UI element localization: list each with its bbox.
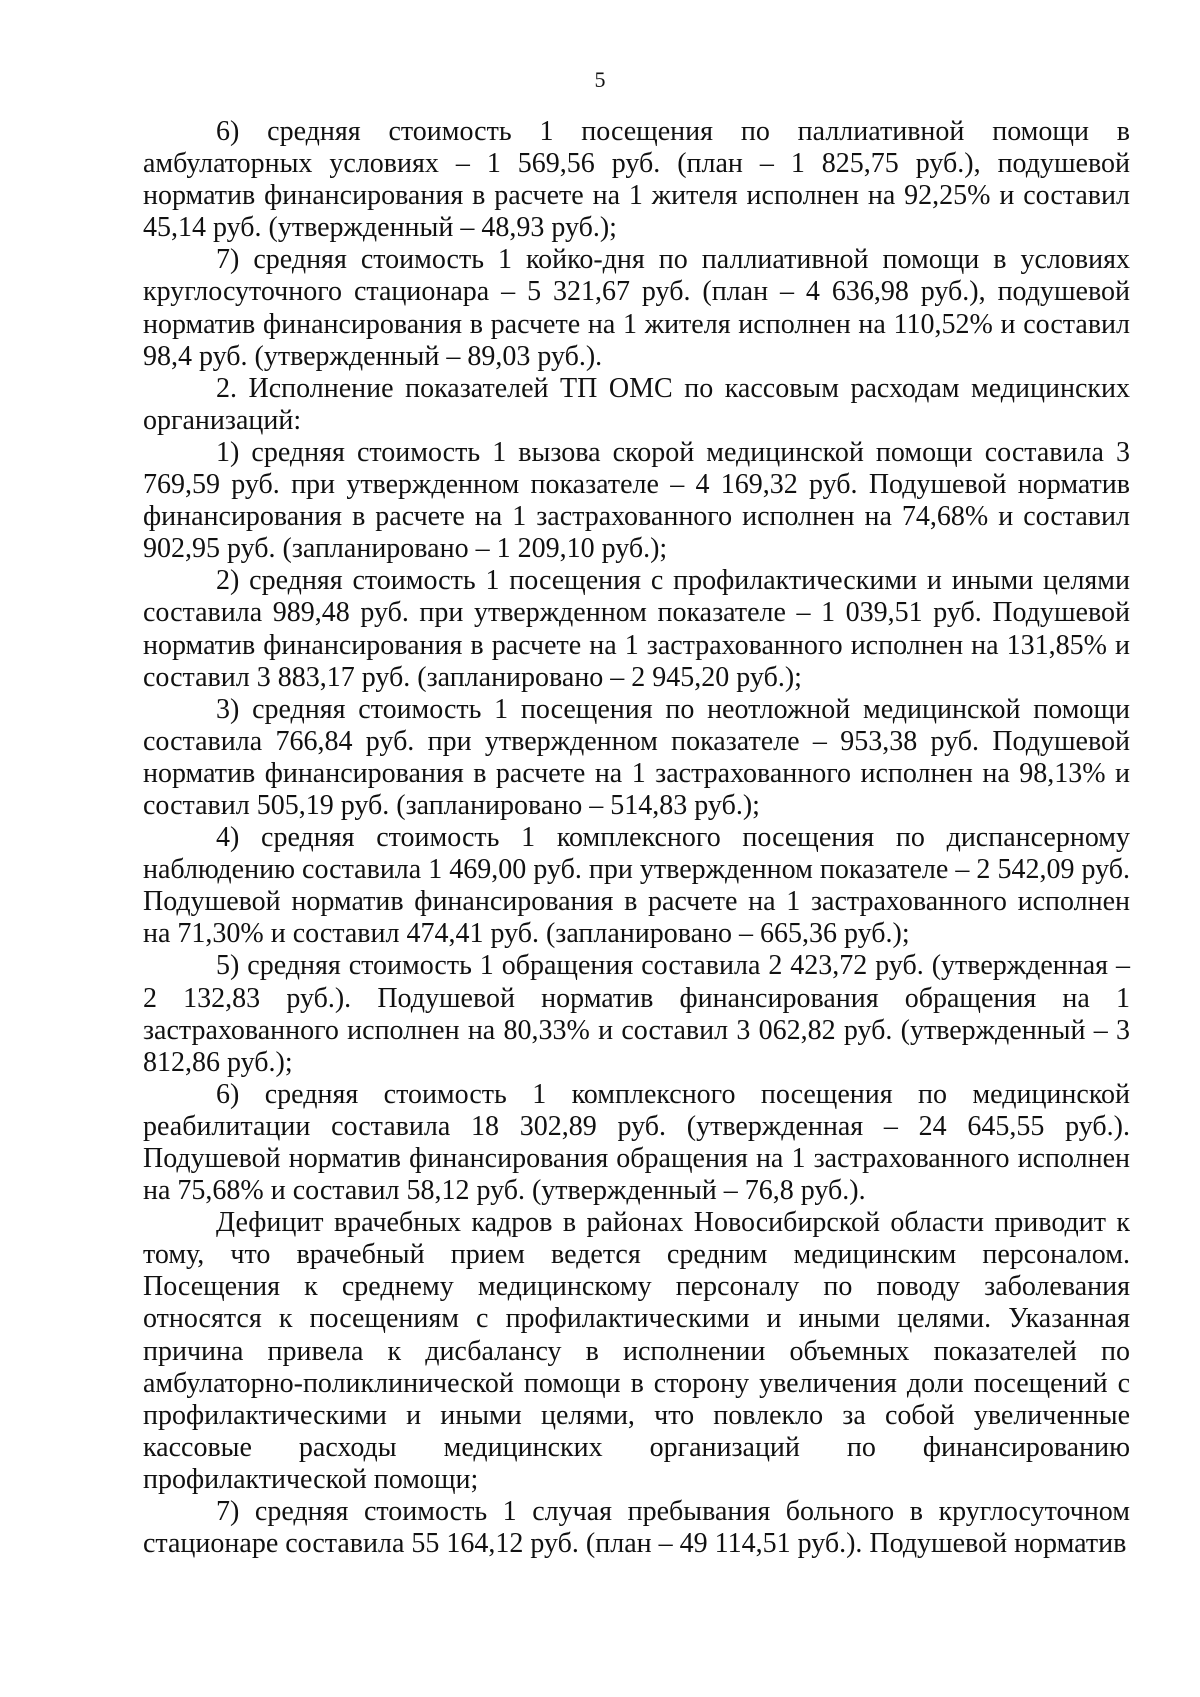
document-body <box>143 116 1130 1560</box>
paragraph-inpatient-case: 7) средняя стоимость 1 случая пребывания больного в круглосуточном стационаре составила 55 164,12 руб. (план – 49 114,51 руб.). Подушевой норматив <box>143 1496 1130 1560</box>
paragraph-palliative-inpatient: 7) средняя стоимость 1 койко-дня по паллиативной помощи в условиях круглосуточного стационара – 5 321,67 руб. (план – 4 636,98 руб.), подушевой норматив финансирования в расчете на 1 жителя исполнен на 110,52% и составил 98,4 руб. (утвержденный – 89,03 руб.). <box>143 244 1130 372</box>
paragraph-dispensary-visit: 4) средняя стоимость 1 комплексного посещения по диспансерному наблюдению составила 1 469,00 руб. при утвержденном показателе – 2 542,09 руб. Подушевой норматив финансирования в расчете на 1 застрахованного исполнен на 71,30% и составил 474,41 руб. (запланировано – 665,36 руб.); <box>143 822 1130 950</box>
paragraph-treatment-case: 5) средняя стоимость 1 обращения составила 2 423,72 руб. (утвержденная – 2 132,83 руб.). Подушевой норматив финансирования обращения на 1 застрахованного исполнен на 80,33% и составил 3 062,82 руб. (утвержденный – 3 812,86 руб.); <box>143 950 1130 1078</box>
paragraph-staff-deficit: Дефицит врачебных кадров в районах Новосибирской области приводит к тому, что врачебный прием ведется средним медицинским персоналом. Посещения к среднему медицинскому персоналу по поводу заболевания относятся к посещениям с профилактическими и иными целями. Указанная причина привела к дисбалансу в исполнении объемных показателей по амбулаторно-поликлинической помощи в сторону увеличения доли посещений с профилактическими и иными целями, что повлекло за собой увеличенные кассовые расходы медицинских организаций по финансированию профилактической помощи; <box>143 1207 1130 1495</box>
paragraph-section-2-heading: 2. Исполнение показателей ТП ОМС по кассовым расходам медицинских организаций: <box>143 372 1130 436</box>
paragraph-preventive-visit: 2) средняя стоимость 1 посещения с профилактическими и иными целями составила 989,48 руб. при утвержденном показателе – 1 039,51 руб. Подушевой норматив финансирования в расчете на 1 застрахованного исполнен на 131,85% и составил 3 883,17 руб. (запланировано – 2 945,20 руб.); <box>143 565 1130 693</box>
paragraph-rehabilitation-visit: 6) средняя стоимость 1 комплексного посещения по медицинской реабилитации составила 18 302,89 руб. (утвержденная – 24 645,55 руб.). Подушевой норматив финансирования обращения на 1 застрахованного исполнен на 75,68% и составил 58,12 руб. (утвержденный – 76,8 руб.). <box>143 1078 1130 1207</box>
paragraph-palliative-outpatient: 6) средняя стоимость 1 посещения по паллиативной помощи в амбулаторных условиях – 1 569,56 руб. (план – 1 825,75 руб.), подушевой норматив финансирования в расчете на 1 жителя исполнен на 92,25% и составил 45,14 руб. (утвержденный – 48,93 руб.); <box>143 116 1130 244</box>
paragraph-ambulance-call: 1) средняя стоимость 1 вызова скорой медицинской помощи составила 3 769,59 руб. при утвержденном показателе – 4 169,32 руб. Подушевой норматив финансирования в расчете на 1 застрахованного исполнен на 74,68% и составил 902,95 руб. (запланировано – 1 209,10 руб.); <box>143 436 1130 565</box>
paragraph-emergency-visit: 3) средняя стоимость 1 посещения по неотложной медицинской помощи составила 766,84 руб. при утвержденном показателе – 953,38 руб. Подушевой норматив финансирования в расчете на 1 застрахованного исполнен на 98,13% и составил 505,19 руб. (запланировано – 514,83 руб.); <box>143 693 1130 821</box>
page-number: 5 <box>594 67 606 92</box>
